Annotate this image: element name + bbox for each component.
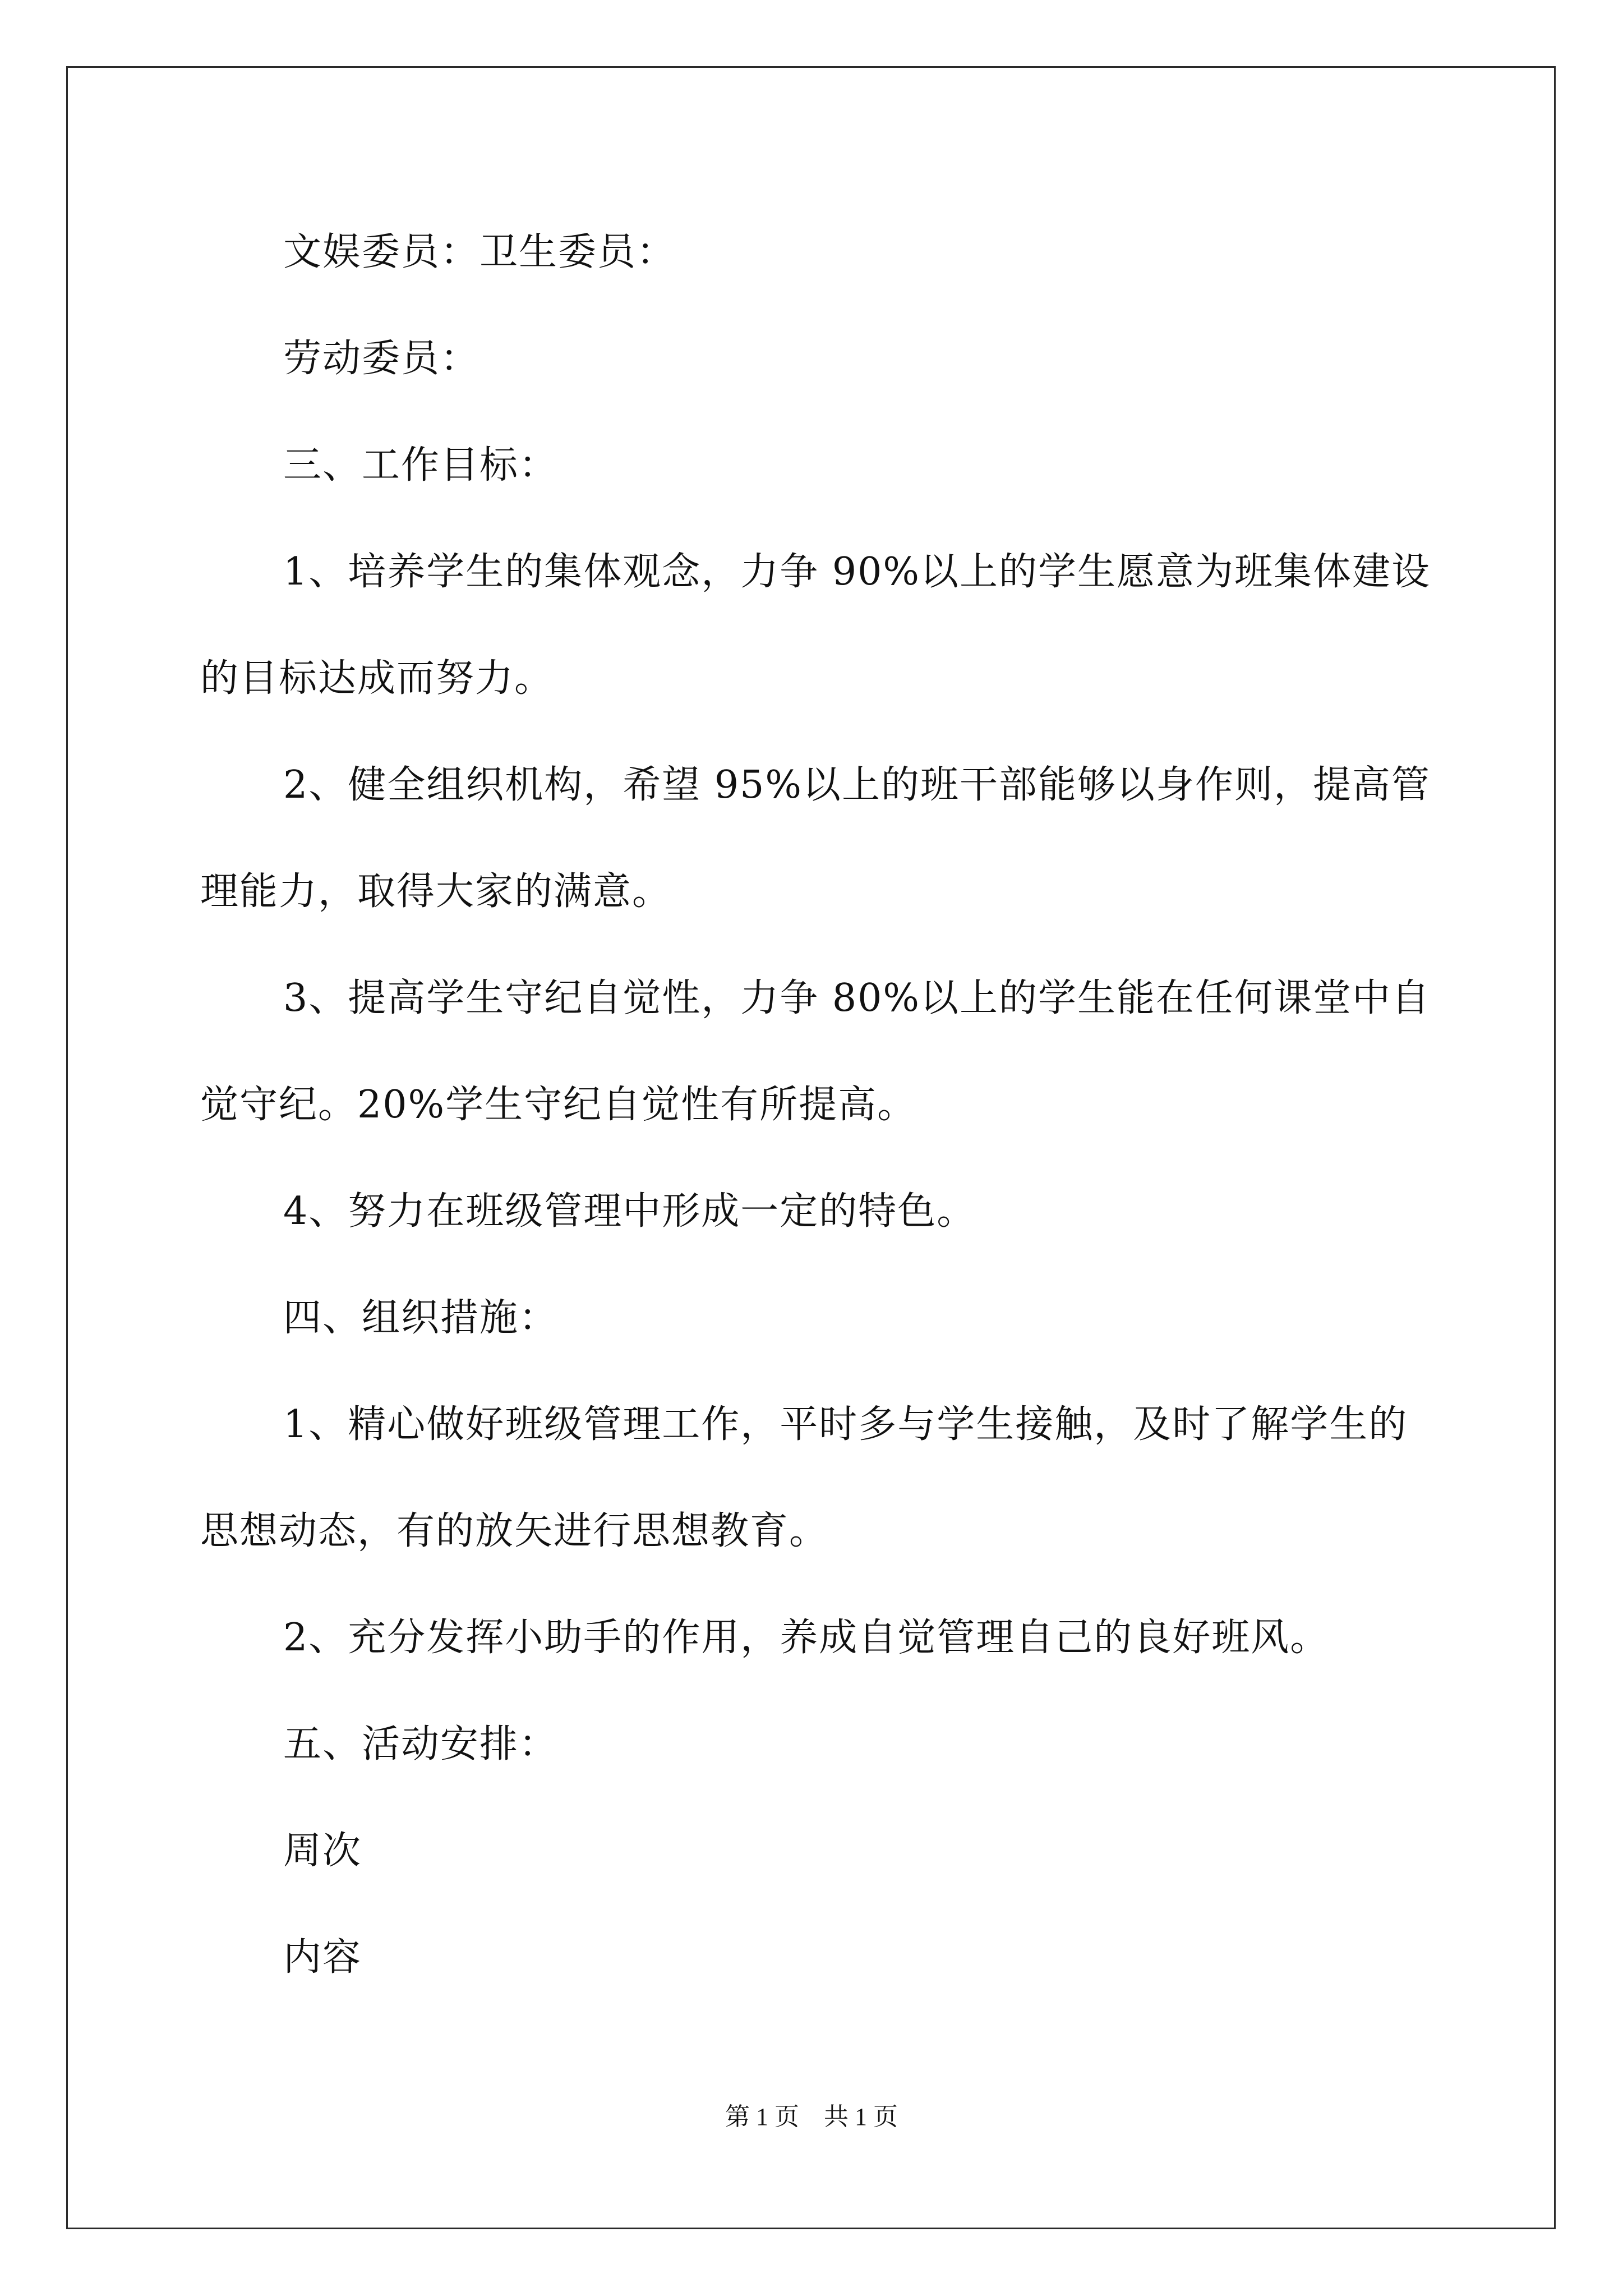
text-line: 3、提高学生守纪自觉性，力争 80%以上的学生能在任何课堂中自: [283, 976, 1431, 1020]
text-line: 文娱委员：卫生委员：: [283, 230, 676, 274]
text-line: 内容: [283, 1935, 362, 1980]
text-line: 理能力，取得大家的满意。: [200, 869, 672, 914]
text-line: 的目标达成而努力。: [200, 656, 554, 701]
text-line: 2、健全组织机构，希望 95%以上的班干部能够以身作则，提高管: [283, 763, 1431, 807]
section-heading: 五、活动安排：: [283, 1722, 559, 1766]
text-line: 2、充分发挥小助手的作用，养成自觉管理自己的良好班风。: [283, 1616, 1330, 1660]
text-line: 觉守纪。20%学生守纪自觉性有所提高。: [200, 1083, 917, 1127]
text-line: 1、精心做好班级管理工作，平时多与学生接触，及时了解学生的: [283, 1402, 1408, 1447]
section-heading: 三、工作目标：: [283, 443, 559, 487]
section-heading: 四、组织措施：: [283, 1296, 559, 1340]
text-line: 劳动委员：: [283, 337, 480, 381]
text-line: 思想动态，有的放矢进行思想教育。: [200, 1509, 829, 1553]
page-border: [66, 66, 1556, 2229]
page-footer: 第 1 页 共 1 页: [725, 2103, 898, 2131]
text-line: 1、培养学生的集体观念，力争 90%以上的学生愿意为班集体建设: [283, 550, 1431, 594]
text-line: 4、努力在班级管理中形成一定的特色。: [283, 1189, 976, 1234]
text-line: 周次: [283, 1829, 362, 1873]
